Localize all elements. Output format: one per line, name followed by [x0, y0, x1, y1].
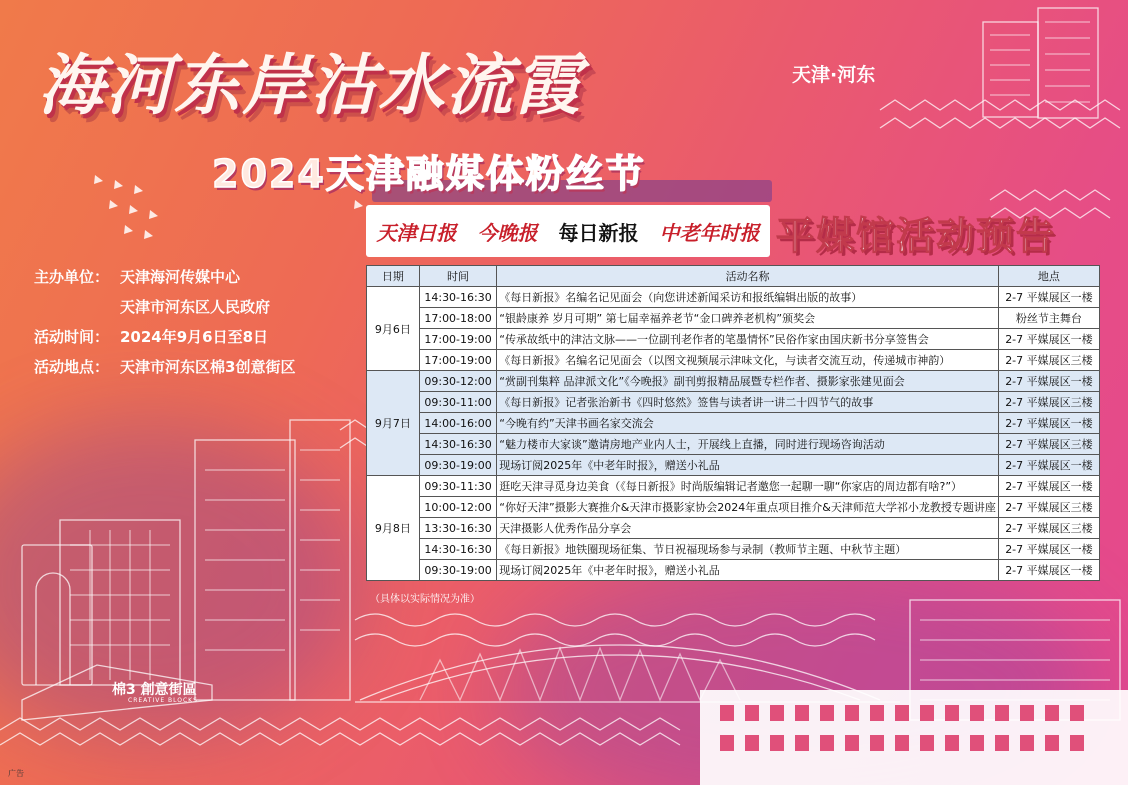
time-cell: 17:00-19:00 — [419, 329, 496, 350]
ad-mark: 广告 — [8, 769, 24, 778]
time-cell: 14:30-16:30 — [419, 434, 496, 455]
logo-meiri-xinbao: 每日新报 — [558, 220, 639, 245]
activity-cell: 《每日新报》名编名记见面会（向您讲述新闻采访和报纸编辑出版的故事） — [497, 287, 999, 308]
activity-cell: 《每日新报》名编名记见面会（以图文视频展示津味文化，与读者交流互动，传递城市神韵） — [497, 350, 999, 371]
activity-cell: “魅力楼市大家谈”邀请房地产业内人士，开展线上直播，同时进行现场咨询活动 — [497, 434, 999, 455]
table-row — [367, 413, 1100, 434]
footnote: （具体以实际情况为准） — [370, 594, 480, 605]
main-title: 海河东岸沽水流霞 — [38, 47, 582, 124]
info-organizer-1: 主办单位： 天津海河传媒中心 — [34, 268, 241, 286]
activity-cell: 现场订阅2025年《中老年时报》，赠送小礼品 — [497, 455, 999, 476]
venue-cell: 2-7 平媒展区一楼 — [998, 476, 1099, 497]
info-organizer-2: 天津市河东区人民政府 — [120, 298, 271, 316]
activity-cell: “传承故纸中的津沽文脉——一位副刊老作者的笔墨情怀”民俗作家由国庆新书分享签售会 — [497, 329, 999, 350]
venue-cell: 2-7 平媒展区一楼 — [998, 287, 1099, 308]
preview-title: 平媒馆活动预告 — [776, 214, 1057, 258]
time-cell: 09:30-11:30 — [419, 476, 496, 497]
subtitle: 2024天津融媒体粉丝节 — [212, 152, 646, 196]
table-row — [367, 434, 1100, 455]
activity-cell: 现场订阅2025年《中老年时报》，赠送小礼品 — [497, 560, 999, 581]
activity-cell: 《每日新报》地铁圈现场征集、节日祝福现场参与录制（教师节主题、中秋节主题） — [497, 539, 999, 560]
logo-tianjin-daily: 天津日报 — [376, 220, 457, 245]
activity-cell: 逛吃天津寻觅身边美食（《每日新报》时尚版编辑记者邀您一起聊一聊“你家店的周边都有啥?”） — [497, 476, 999, 497]
venue-cell: 2-7 平媒展区三楼 — [998, 434, 1099, 455]
activity-cell: “今晚有约”天津书画名家交流会 — [497, 413, 999, 434]
schedule-table — [366, 265, 1100, 581]
info-time: 活动时间： 2024年9月6日至8日 — [34, 328, 269, 346]
newspaper-logos — [366, 205, 770, 257]
venue-cell: 2-7 平媒展区一楼 — [998, 329, 1099, 350]
date-cell: 9月6日 — [367, 287, 420, 371]
time-cell: 13:30-16:30 — [419, 518, 496, 539]
table-row — [367, 476, 1100, 497]
time-cell: 10:00-12:00 — [419, 497, 496, 518]
time-cell: 17:00-18:00 — [419, 308, 496, 329]
info-location: 活动地点： 天津市河东区棉3创意街区 — [34, 358, 296, 376]
building-sign-en: CREATIVE BLOCKS — [128, 697, 198, 704]
activity-cell: “银龄康养 岁月可期” 第七届幸福养老节“金口碑养老机构”颁奖会 — [497, 308, 999, 329]
logo-jinwan-bao: 今晚报 — [477, 220, 538, 245]
table-row — [367, 371, 1100, 392]
header-date: 日期 — [367, 266, 420, 287]
header-activity: 活动名称 — [497, 266, 999, 287]
time-cell: 09:30-11:00 — [419, 392, 496, 413]
table-row — [367, 455, 1100, 476]
activity-cell: “赏副刊集粹 品津派文化”《今晚报》副刊剪报精品展暨专栏作者、摄影家张建见面会 — [497, 371, 999, 392]
date-cell: 9月7日 — [367, 371, 420, 476]
activity-cell: “你好天津”摄影大赛推介&天津市摄影家协会2024年重点项目推介&天津师范大学祁小龙教授专题讲座 — [497, 497, 999, 518]
table-header — [367, 266, 1100, 287]
table-row — [367, 518, 1100, 539]
time-cell: 09:30-12:00 — [419, 371, 496, 392]
venue-cell: 2-7 平媒展区一楼 — [998, 560, 1099, 581]
venue-cell: 2-7 平媒展区三楼 — [998, 497, 1099, 518]
activity-cell: 天津摄影人优秀作品分享会 — [497, 518, 999, 539]
table-row — [367, 560, 1100, 581]
table-row — [367, 392, 1100, 413]
table-row — [367, 497, 1100, 518]
time-cell: 09:30-19:00 — [419, 560, 496, 581]
date-cell: 9月8日 — [367, 476, 420, 581]
venue-cell: 2-7 平媒展区三楼 — [998, 392, 1099, 413]
venue-cell: 2-7 平媒展区一楼 — [998, 413, 1099, 434]
venue-cell: 粉丝节主舞台 — [998, 308, 1099, 329]
table-row — [367, 287, 1100, 308]
time-cell: 14:30-16:30 — [419, 287, 496, 308]
time-cell: 17:00-19:00 — [419, 350, 496, 371]
event-info — [34, 262, 295, 382]
table-row — [367, 539, 1100, 560]
time-cell: 14:00-16:00 — [419, 413, 496, 434]
activity-cell: 《每日新报》记者张治新书《四时悠然》签售与读者讲一讲二十四节气的故事 — [497, 392, 999, 413]
table-row — [367, 308, 1100, 329]
header-time: 时间 — [419, 266, 496, 287]
venue-cell: 2-7 平媒展区一楼 — [998, 539, 1099, 560]
building-sign: 棉3 創意街區 — [112, 682, 197, 698]
time-cell: 14:30-16:30 — [419, 539, 496, 560]
logo-zhonglaonian-shibao: 中老年时报 — [659, 220, 760, 245]
venue-cell: 2-7 平媒展区三楼 — [998, 518, 1099, 539]
table-row — [367, 350, 1100, 371]
table-row — [367, 329, 1100, 350]
title-city: 天津·河东 — [792, 64, 876, 86]
time-cell: 09:30-19:00 — [419, 455, 496, 476]
venue-cell: 2-7 平媒展区三楼 — [998, 350, 1099, 371]
venue-cell: 2-7 平媒展区一楼 — [998, 371, 1099, 392]
header-venue: 地点 — [998, 266, 1099, 287]
venue-cell: 2-7 平媒展区一楼 — [998, 455, 1099, 476]
